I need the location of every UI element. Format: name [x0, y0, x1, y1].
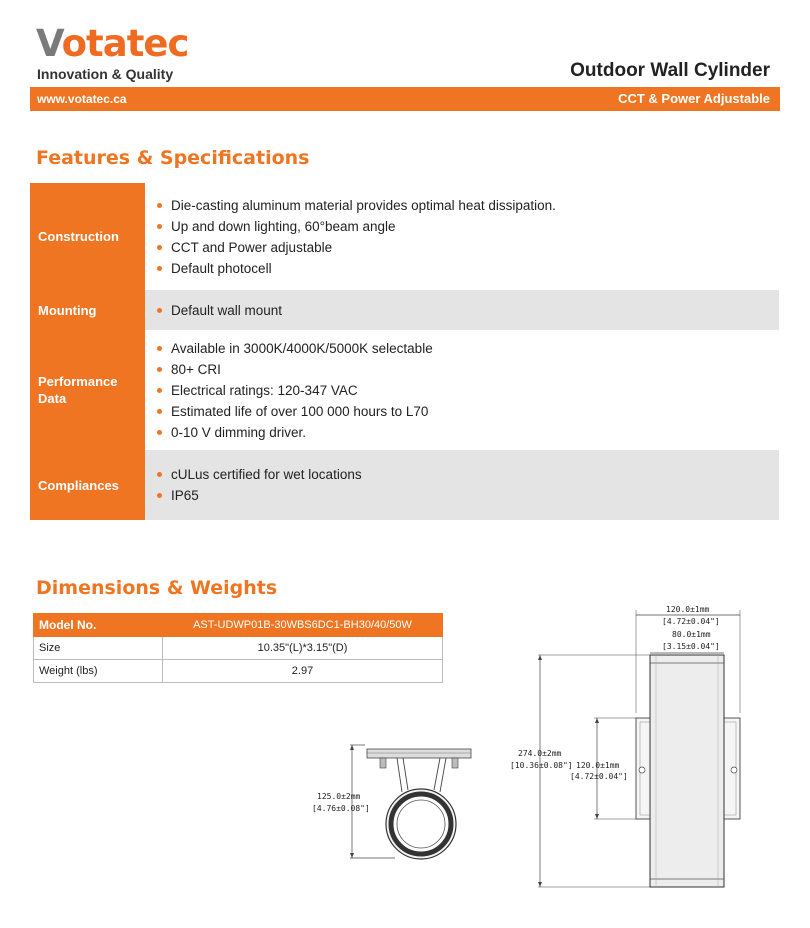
- tagline: Innovation & Quality: [37, 66, 174, 82]
- dimensions-table: [33, 613, 443, 683]
- bracket-mm: 120.0±1mm: [576, 761, 620, 770]
- feature-item: Up and down lighting, 60°beam angle: [157, 216, 779, 237]
- feature-row-construction: [30, 183, 779, 290]
- feature-list: [145, 183, 779, 290]
- brand-logo: Votatec: [36, 22, 189, 65]
- table-row: [34, 660, 443, 683]
- logo-initial: V: [36, 22, 62, 65]
- length-mm: 274.0±2mm: [518, 749, 562, 758]
- body-width-mm: 80.0±1mm: [672, 630, 711, 639]
- product-subtitle: CCT & Power Adjustable: [618, 91, 770, 106]
- product-title: Outdoor Wall Cylinder: [570, 60, 770, 81]
- feature-item: Available in 3000K/4000K/5000K selectable: [157, 338, 779, 359]
- feature-list: [145, 330, 779, 450]
- length-in: [10.36±0.08"]: [510, 761, 573, 770]
- table-cell: Weight (lbs): [34, 660, 163, 683]
- feature-row-compliances: [30, 450, 779, 520]
- feature-item: Default photocell: [157, 258, 779, 279]
- feature-item: 80+ CRI: [157, 359, 779, 380]
- feature-label: Compliances: [30, 450, 145, 520]
- table-cell: Size: [34, 637, 163, 660]
- table-cell: Model No.: [34, 614, 163, 637]
- feature-item: CCT and Power adjustable: [157, 237, 779, 258]
- feature-item: Die-casting aluminum material provides optimal heat dissipation.: [157, 195, 779, 216]
- side-height-in: [4.76±0.08"]: [312, 804, 370, 813]
- front-view-drawing: [500, 598, 780, 898]
- feature-list: [145, 290, 779, 330]
- bracket-in: [4.72±0.04"]: [570, 772, 628, 781]
- feature-item: 0-10 V dimming driver.: [157, 422, 779, 443]
- table-cell: 2.97: [163, 660, 443, 683]
- feature-label: Mounting: [30, 290, 145, 330]
- body-width-in: [3.15±0.04"]: [662, 642, 720, 651]
- table-cell: AST-UDWP01B-30WBS6DC1-BH30/40/50W: [163, 614, 443, 637]
- top-width-in: [4.72±0.04"]: [662, 617, 720, 626]
- side-height-mm: 125.0±2mm: [317, 792, 361, 801]
- feature-item: Estimated life of over 100 000 hours to L70: [157, 401, 779, 422]
- feature-item: IP65: [157, 485, 779, 506]
- feature-item: Default wall mount: [157, 300, 779, 321]
- feature-item: cULus certified for wet locations: [157, 464, 779, 485]
- website-link[interactable]: www.votatec.ca: [37, 92, 127, 106]
- feature-item: Electrical ratings: 120-347 VAC: [157, 380, 779, 401]
- feature-list: [145, 450, 779, 520]
- top-width-mm: 120.0±1mm: [666, 605, 710, 614]
- feature-row-performance: [30, 330, 779, 450]
- dimensions-title: Dimensions & Weights: [36, 577, 278, 599]
- feature-label: Construction: [30, 183, 145, 290]
- table-row: [34, 614, 443, 637]
- feature-label: Performance Data: [30, 330, 145, 450]
- table-cell: 10.35"(L)*3.15"(D): [163, 637, 443, 660]
- table-row: [34, 637, 443, 660]
- feature-row-mounting: [30, 290, 779, 330]
- side-view-drawing: [300, 740, 500, 870]
- features-title: Features & Specifications: [36, 147, 310, 169]
